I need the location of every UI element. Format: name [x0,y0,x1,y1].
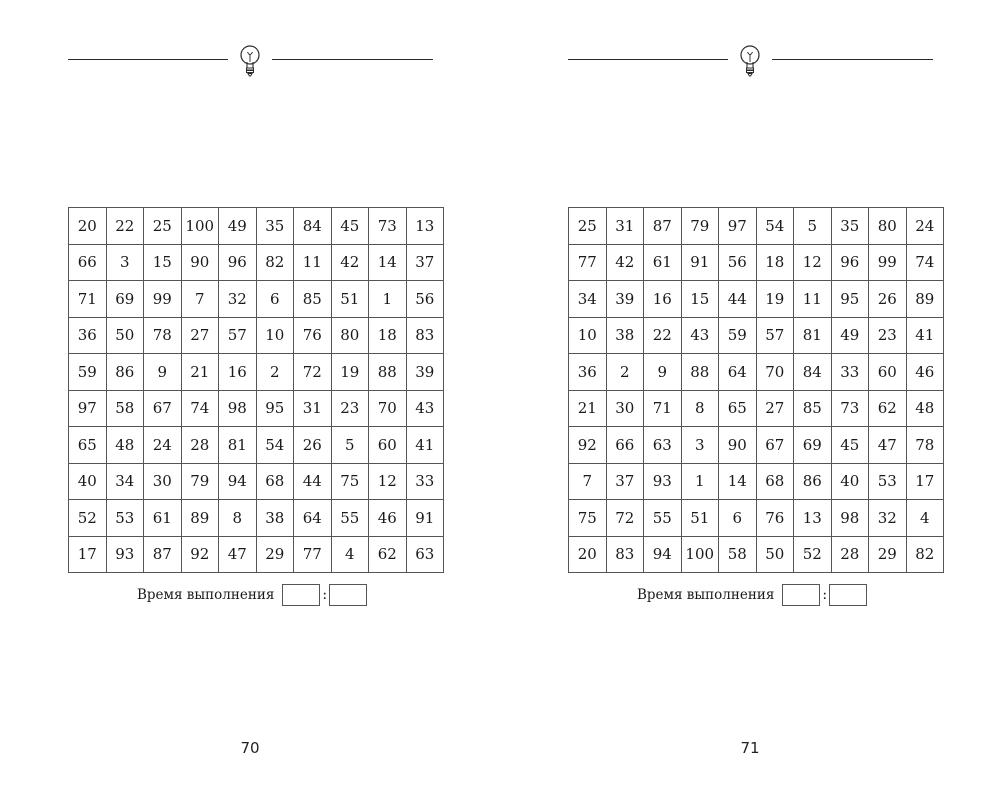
grid-cell[interactable]: 95 [256,390,294,427]
grid-cell[interactable]: 1 [369,281,407,318]
grid-cell[interactable]: 91 [681,244,719,281]
grid-cell[interactable]: 85 [794,390,832,427]
grid-row [569,354,944,391]
grid-cell[interactable]: 60 [369,427,407,464]
grid-cell[interactable]: 37 [406,244,444,281]
grid-cell[interactable]: 45 [331,208,369,245]
grid-cell[interactable]: 23 [331,390,369,427]
grid-cell[interactable]: 19 [756,281,794,318]
grid-cell[interactable]: 58 [106,390,144,427]
grid-row [69,244,444,281]
grid-cell[interactable]: 34 [106,463,144,500]
grid-cell[interactable]: 63 [644,427,682,464]
grid-cell[interactable]: 84 [294,208,332,245]
grid-cell[interactable]: 73 [831,390,869,427]
grid-cell[interactable]: 90 [719,427,757,464]
grid-row [569,281,944,318]
minutes-box[interactable] [782,584,820,606]
grid-cell[interactable]: 18 [369,317,407,354]
grid-cell[interactable]: 13 [406,208,444,245]
grid-cell[interactable]: 30 [144,463,182,500]
grid-cell[interactable]: 16 [219,354,257,391]
grid-cell[interactable]: 98 [831,500,869,537]
grid-cell[interactable]: 93 [106,536,144,573]
grid-row [569,427,944,464]
grid-cell[interactable]: 48 [906,390,944,427]
grid-cell[interactable]: 83 [406,317,444,354]
grid-cell[interactable]: 57 [756,317,794,354]
grid-cell[interactable]: 18 [756,244,794,281]
grid-cell[interactable]: 89 [181,500,219,537]
grid-cell[interactable]: 100 [181,208,219,245]
grid-cell[interactable]: 67 [756,427,794,464]
grid-cell[interactable]: 56 [406,281,444,318]
grid-cell[interactable]: 39 [406,354,444,391]
grid-cell[interactable]: 71 [644,390,682,427]
time-separator: : [822,587,828,603]
grid-cell[interactable]: 79 [181,463,219,500]
grid-row [69,317,444,354]
grid-cell[interactable]: 81 [794,317,832,354]
page-number: 70 [240,739,260,757]
grid-cell[interactable]: 50 [756,536,794,573]
grid-cell[interactable]: 69 [794,427,832,464]
page-right [500,0,1000,800]
grid-cell[interactable]: 19 [331,354,369,391]
grid-cell[interactable]: 95 [831,281,869,318]
grid-cell[interactable]: 98 [219,390,257,427]
grid-cell[interactable]: 87 [644,208,682,245]
grid-cell[interactable]: 61 [144,500,182,537]
grid-cell[interactable]: 53 [869,463,907,500]
grid-cell[interactable]: 20 [69,208,107,245]
grid-cell[interactable]: 11 [294,244,332,281]
grid-cell[interactable]: 16 [644,281,682,318]
grid-cell[interactable]: 13 [794,500,832,537]
grid-cell[interactable]: 64 [294,500,332,537]
grid-cell[interactable]: 39 [606,281,644,318]
header-rule-left [568,59,728,60]
grid-cell[interactable]: 27 [756,390,794,427]
grid-cell[interactable]: 44 [719,281,757,318]
grid-cell[interactable]: 14 [369,244,407,281]
grid-cell[interactable]: 14 [719,463,757,500]
grid-cell[interactable]: 28 [831,536,869,573]
grid-cell[interactable]: 8 [219,500,257,537]
grid-row [569,500,944,537]
grid-cell[interactable]: 15 [681,281,719,318]
grid-cell[interactable]: 57 [219,317,257,354]
grid-cell[interactable]: 36 [569,354,607,391]
grid-cell[interactable]: 6 [256,281,294,318]
grid-cell[interactable]: 49 [831,317,869,354]
grid-cell[interactable]: 2 [606,354,644,391]
grid-cell[interactable]: 32 [219,281,257,318]
grid-cell[interactable]: 62 [869,390,907,427]
grid-cell[interactable]: 88 [369,354,407,391]
grid-cell[interactable]: 7 [569,463,607,500]
grid-cell[interactable]: 73 [369,208,407,245]
grid-cell[interactable]: 77 [294,536,332,573]
grid-row [69,281,444,318]
grid-cell[interactable]: 50 [106,317,144,354]
grid-cell[interactable]: 17 [69,536,107,573]
grid-cell[interactable]: 10 [256,317,294,354]
grid-cell[interactable]: 60 [869,354,907,391]
grid-cell[interactable]: 54 [756,208,794,245]
grid-cell[interactable]: 90 [181,244,219,281]
time-separator: : [322,587,328,603]
seconds-box[interactable] [829,584,867,606]
grid-row [569,390,944,427]
completion-time [500,583,1000,607]
grid-cell[interactable]: 42 [606,244,644,281]
grid-cell[interactable]: 34 [569,281,607,318]
grid-cell[interactable]: 27 [181,317,219,354]
grid-row [569,208,944,245]
grid-cell[interactable]: 26 [869,281,907,318]
number-grid [68,207,444,573]
grid-cell[interactable]: 7 [181,281,219,318]
grid-cell[interactable]: 66 [69,244,107,281]
grid-cell[interactable]: 4 [331,536,369,573]
grid-cell[interactable]: 1 [681,463,719,500]
grid-cell[interactable]: 70 [756,354,794,391]
grid-row [69,536,444,573]
header-rule-right [272,59,433,60]
grid-row [569,244,944,281]
grid-cell[interactable]: 82 [906,536,944,573]
grid-cell[interactable]: 80 [331,317,369,354]
grid-cell[interactable]: 52 [69,500,107,537]
grid-cell[interactable]: 12 [369,463,407,500]
grid-cell[interactable]: 47 [219,536,257,573]
lightbulb-icon [236,43,264,79]
grid-cell[interactable]: 80 [869,208,907,245]
grid-cell[interactable]: 28 [181,427,219,464]
grid-cell[interactable]: 24 [906,208,944,245]
grid-cell[interactable]: 42 [331,244,369,281]
grid-cell[interactable]: 23 [869,317,907,354]
grid-cell[interactable]: 74 [906,244,944,281]
grid-cell[interactable]: 32 [869,500,907,537]
grid-cell[interactable]: 59 [719,317,757,354]
grid-row [569,463,944,500]
grid-cell[interactable]: 72 [606,500,644,537]
grid-cell[interactable]: 51 [681,500,719,537]
grid-cell[interactable]: 68 [756,463,794,500]
grid-row [69,500,444,537]
grid-cell[interactable]: 89 [906,281,944,318]
grid-cell[interactable]: 55 [644,500,682,537]
grid-cell[interactable]: 10 [569,317,607,354]
grid-cell[interactable]: 75 [331,463,369,500]
grid-cell[interactable]: 38 [606,317,644,354]
grid-cell[interactable]: 43 [681,317,719,354]
grid-cell[interactable]: 46 [369,500,407,537]
grid-cell[interactable]: 15 [144,244,182,281]
grid-row [69,463,444,500]
grid-cell[interactable]: 53 [106,500,144,537]
grid-cell[interactable]: 86 [106,354,144,391]
grid-cell[interactable]: 41 [406,427,444,464]
grid-cell[interactable]: 97 [69,390,107,427]
grid-cell[interactable]: 52 [794,536,832,573]
grid-cell[interactable]: 72 [294,354,332,391]
grid-cell[interactable]: 84 [794,354,832,391]
grid-cell[interactable]: 85 [294,281,332,318]
grid-cell[interactable]: 76 [756,500,794,537]
grid-cell[interactable]: 11 [794,281,832,318]
grid-cell[interactable]: 65 [719,390,757,427]
grid-cell[interactable]: 46 [906,354,944,391]
grid-row [569,317,944,354]
grid-cell[interactable]: 44 [294,463,332,500]
grid-cell[interactable]: 68 [256,463,294,500]
grid-row [69,427,444,464]
grid-cell[interactable]: 29 [869,536,907,573]
grid-cell[interactable]: 33 [406,463,444,500]
number-grid [568,207,944,573]
grid-cell[interactable]: 65 [69,427,107,464]
grid-cell[interactable]: 83 [606,536,644,573]
grid-cell[interactable]: 45 [831,427,869,464]
lightbulb-icon [736,43,764,79]
completion-time-label: Время выполнения [636,587,775,603]
grid-cell[interactable]: 38 [256,500,294,537]
grid-cell[interactable]: 33 [831,354,869,391]
grid-cell[interactable]: 56 [719,244,757,281]
grid-cell[interactable]: 66 [606,427,644,464]
grid-cell[interactable]: 9 [144,354,182,391]
grid-cell[interactable]: 37 [606,463,644,500]
grid-cell[interactable]: 96 [831,244,869,281]
grid-cell[interactable]: 99 [869,244,907,281]
grid-cell[interactable]: 82 [256,244,294,281]
grid-cell[interactable]: 93 [644,463,682,500]
grid-cell[interactable]: 88 [681,354,719,391]
grid-cell[interactable]: 75 [569,500,607,537]
grid-cell[interactable]: 5 [331,427,369,464]
grid-cell[interactable]: 20 [569,536,607,573]
grid-cell[interactable]: 40 [69,463,107,500]
grid-cell[interactable]: 3 [681,427,719,464]
grid-cell[interactable]: 22 [106,208,144,245]
grid-cell[interactable]: 30 [606,390,644,427]
grid-cell[interactable]: 4 [906,500,944,537]
grid-row [69,208,444,245]
grid-cell[interactable]: 69 [106,281,144,318]
grid-cell[interactable]: 40 [831,463,869,500]
grid-cell[interactable]: 48 [106,427,144,464]
grid-cell[interactable]: 5 [794,208,832,245]
header-rule-left [68,59,228,60]
grid-cell[interactable]: 64 [719,354,757,391]
grid-cell[interactable]: 43 [406,390,444,427]
grid-cell[interactable]: 62 [369,536,407,573]
grid-cell[interactable]: 100 [681,536,719,573]
completion-time [0,583,500,607]
grid-cell[interactable]: 77 [569,244,607,281]
grid-cell[interactable]: 41 [906,317,944,354]
grid-cell[interactable]: 74 [181,390,219,427]
grid-cell[interactable]: 35 [256,208,294,245]
grid-cell[interactable]: 87 [144,536,182,573]
grid-cell[interactable]: 96 [219,244,257,281]
grid-cell[interactable]: 21 [569,390,607,427]
grid-cell[interactable]: 3 [106,244,144,281]
grid-row [69,354,444,391]
grid-row [69,390,444,427]
grid-cell[interactable]: 59 [69,354,107,391]
grid-cell[interactable]: 51 [331,281,369,318]
page-number: 71 [740,739,760,757]
minutes-box[interactable] [282,584,320,606]
grid-cell[interactable]: 63 [406,536,444,573]
grid-cell[interactable]: 25 [144,208,182,245]
grid-cell[interactable]: 9 [644,354,682,391]
grid-cell[interactable]: 58 [719,536,757,573]
grid-cell[interactable]: 17 [906,463,944,500]
grid-cell[interactable]: 78 [906,427,944,464]
grid-cell[interactable]: 8 [681,390,719,427]
grid-cell[interactable]: 29 [256,536,294,573]
grid-cell[interactable]: 97 [719,208,757,245]
grid-cell[interactable]: 49 [219,208,257,245]
grid-cell[interactable]: 35 [831,208,869,245]
grid-cell[interactable]: 92 [181,536,219,573]
grid-cell[interactable]: 26 [294,427,332,464]
grid-cell[interactable]: 31 [294,390,332,427]
grid-cell[interactable]: 24 [144,427,182,464]
grid-cell[interactable]: 36 [69,317,107,354]
header-rule-right [772,59,933,60]
grid-cell[interactable]: 22 [644,317,682,354]
grid-cell[interactable]: 92 [569,427,607,464]
grid-cell[interactable]: 86 [794,463,832,500]
grid-cell[interactable]: 94 [219,463,257,500]
grid-row [569,536,944,573]
grid-cell[interactable]: 81 [219,427,257,464]
grid-cell[interactable]: 79 [681,208,719,245]
grid-cell[interactable]: 99 [144,281,182,318]
grid-cell[interactable]: 91 [406,500,444,537]
grid-cell[interactable]: 71 [69,281,107,318]
grid-cell[interactable]: 55 [331,500,369,537]
grid-cell[interactable]: 6 [719,500,757,537]
grid-cell[interactable]: 31 [606,208,644,245]
seconds-box[interactable] [329,584,367,606]
grid-cell[interactable]: 25 [569,208,607,245]
grid-cell[interactable]: 2 [256,354,294,391]
grid-cell[interactable]: 21 [181,354,219,391]
grid-cell[interactable]: 76 [294,317,332,354]
grid-cell[interactable]: 67 [144,390,182,427]
grid-cell[interactable]: 70 [369,390,407,427]
grid-cell[interactable]: 47 [869,427,907,464]
grid-cell[interactable]: 12 [794,244,832,281]
completion-time-label: Время выполнения [136,587,275,603]
grid-cell[interactable]: 54 [256,427,294,464]
grid-cell[interactable]: 61 [644,244,682,281]
grid-cell[interactable]: 94 [644,536,682,573]
grid-cell[interactable]: 78 [144,317,182,354]
